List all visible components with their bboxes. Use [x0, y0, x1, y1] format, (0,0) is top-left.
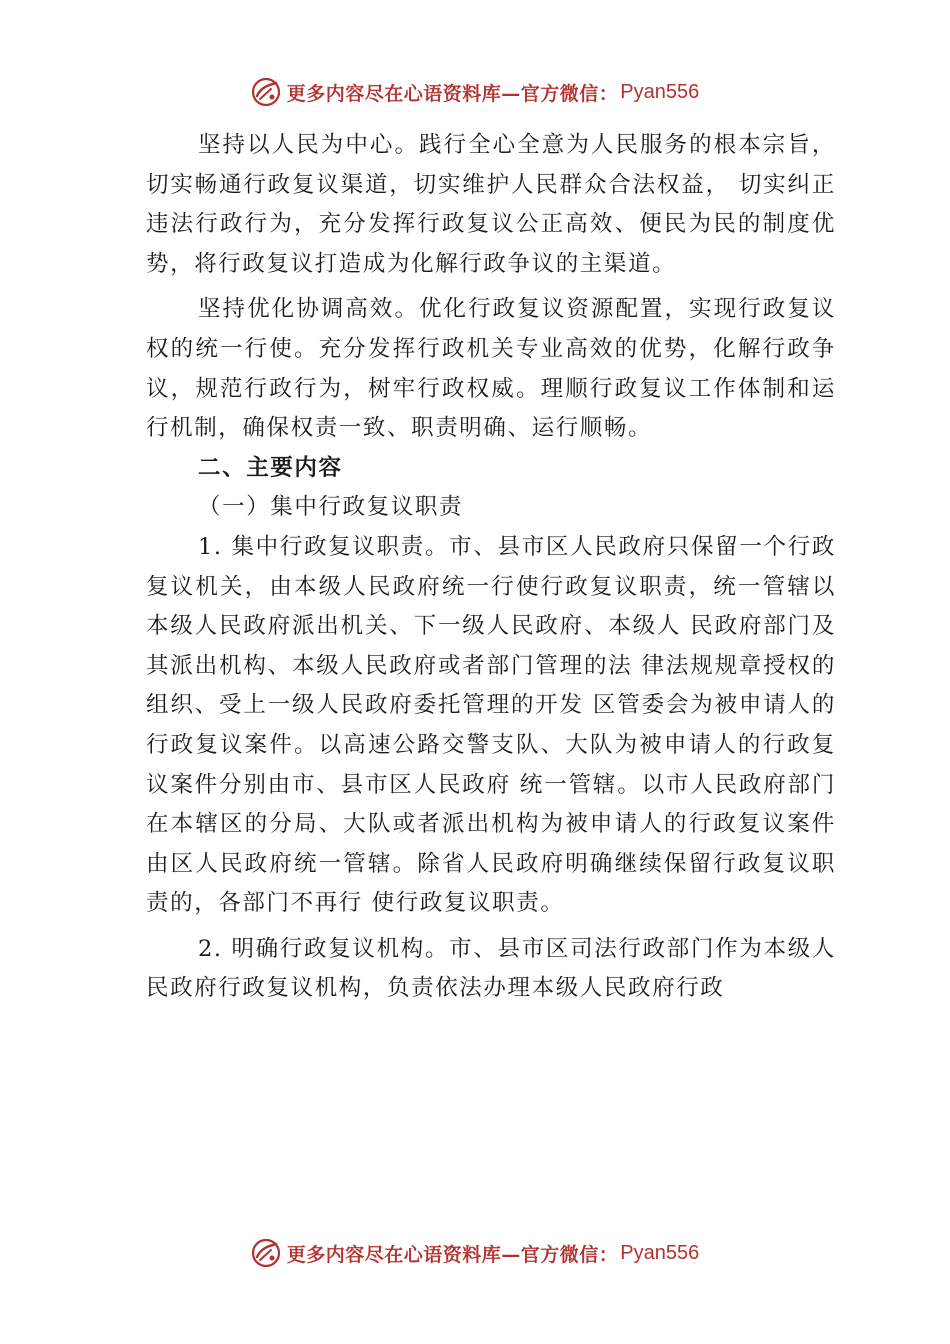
library-logo-icon	[251, 1238, 281, 1268]
paragraph-people-centered: 坚持以人民为中心。践行全心全意为人民服务的根本宗旨，切实畅通行政复议渠道，切实维护人民群众合法权益， 切实纠正违法行政行为，充分发挥行政复议公正高效、便民为民的制度优势，将行政复议打造成为化解行政争议的主渠道。	[146, 132, 836, 277]
watermark-text: 更多内容尽在心语资料库—官方微信：	[286, 1243, 619, 1266]
paragraph-optimize-coordination: 坚持优化协调高效。优化行政复议资源配置，实现行政复议权的统一行使。充分发挥行政机关专业高效的优势，化解行政争议，规范行政行为，树牢行政权威。理顺行政复议工作体制和运行机制，确保权责一致、职责明确、运行顺畅。	[146, 296, 836, 442]
paragraph-item-1: 1. 集中行政复议职责。市、县市区人民政府只保留一个行政复议机关，由本级人民政府统一行使行政复议职责，统一管辖以本级人民政府派出机关、下一级人民政府、本级人 民政府部门及其派出机构、本级人民政府或者部门管理的法 律法规规章授权的组织、受上一级人民政府委托管理的开发 区管委会为被申请人的行政复议案件。以高速公路交警支队、大队为被申请人的行政复议案件分别由市、县市区人民政府 统一管辖。以市人民政府部门在本辖区的分局、大队或者派出机构为被申请人的行政复议案件由区人民政府统一管辖。除省人民政府明确继续保留行政复议职责的，各部门不再行 使行政复议职责。	[146, 533, 836, 917]
watermark-text: 更多内容尽在心语资料库—官方微信：	[286, 82, 619, 105]
paragraph-item-2: 2. 明确行政复议机构。市、县市区司法行政部门作为本级人民政府行政复议机构，负责依法办理本级人民政府行政	[146, 935, 836, 1002]
document-body	[146, 126, 836, 1009]
watermark-header	[0, 72, 950, 112]
library-logo-icon	[251, 77, 281, 107]
watermark-wechat-id: Pyan556	[620, 80, 700, 103]
watermark-footer	[0, 1233, 950, 1273]
watermark-wechat-id: Pyan556	[620, 1241, 700, 1264]
subsection-heading-centralize: （一）集中行政复议职责	[198, 494, 464, 521]
section-heading-main-content: 二、主要内容	[198, 454, 343, 481]
